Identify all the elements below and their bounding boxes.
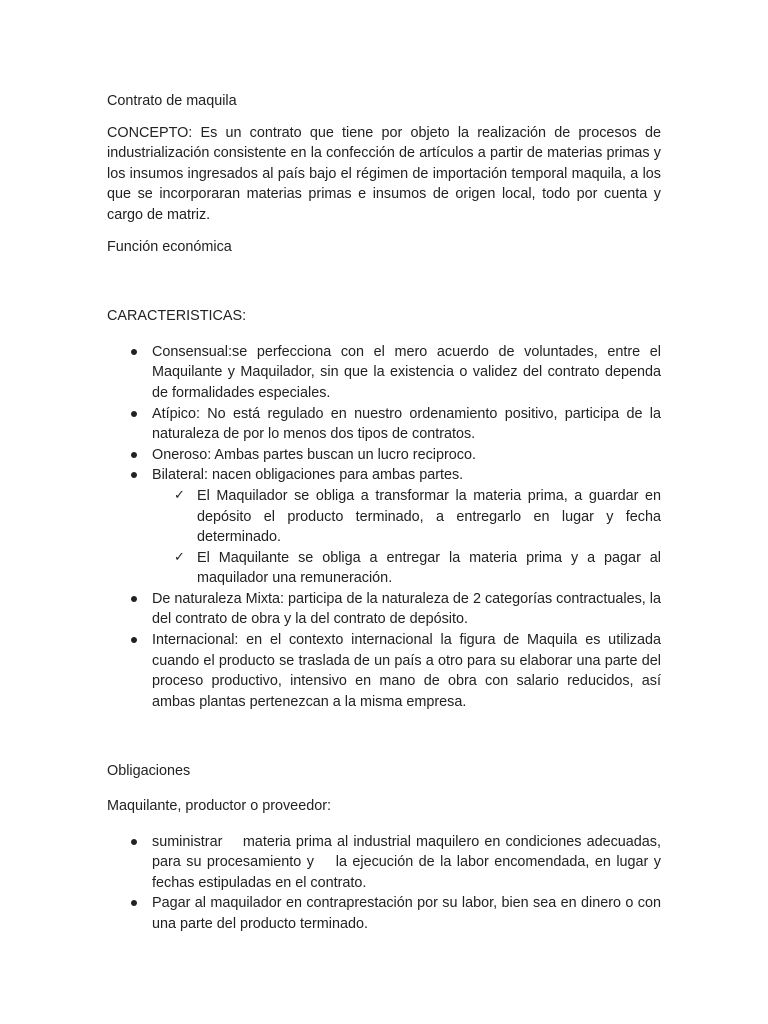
list-item-mixta [152, 589, 661, 630]
sublist-item-text: El Maquilante se obliga a entregar la materia prima y a pagar al maquilador una remuneración. [197, 549, 661, 587]
list-item-text: De naturaleza Mixta: participa de la naturaleza de 2 categorías contractuales, la del contrato de obra y la del contrato de depósito. [152, 590, 661, 628]
list-item-text: Atípico: No está regulado en nuestro ordenamiento positivo, participa de la naturaleza de por lo menos dos tipos de contratos. [152, 405, 661, 443]
maquilante-obligations-list [107, 832, 665, 935]
bullet-dot-icon [131, 900, 137, 906]
list-item-atipico [152, 404, 661, 445]
list-item-oneroso [152, 445, 661, 466]
bullet-dot-icon [131, 839, 137, 845]
list-item-text: Internacional: en el contexto internacional la figura de Maquila es utilizada cuando el producto se traslada de un país a otro para su elaborar una parte del proceso productivo, intensivo en mano de obra con salario reducidos, así ambas plantas pertenezcan a la misma empresa. [152, 632, 661, 710]
list-item-suministrar [152, 832, 665, 894]
characteristics-heading: CARACTERISTICAS: [107, 308, 247, 325]
function-heading: Función económica [107, 238, 232, 255]
list-item-pagar [152, 893, 661, 934]
bullet-dot-icon [131, 472, 137, 478]
sublist-item-maquilante [174, 548, 661, 589]
document-page [107, 91, 665, 935]
checkmark-icon: ✓ [174, 487, 185, 503]
bullet-dot-icon [131, 637, 137, 643]
list-item-internacional [152, 630, 661, 712]
list-item-text: Bilateral: nacen obligaciones para ambas partes. [152, 467, 464, 484]
concept-paragraph: CONCEPTO: Es un contrato que tiene por objeto la realización de procesos de industrialización consistente en la confección de artículos a partir de materias primas y los insumos ingresados al país bajo el régimen de importación temporal maquila, a los que se incorporaran materias primas e insumos de origen local, todo por cuenta y cargo de matriz. [107, 124, 661, 223]
checkmark-icon: ✓ [174, 549, 185, 565]
document-title: Contrato de maquila [107, 93, 237, 109]
list-item-bilateral [152, 465, 661, 589]
list-item-text: Consensual:se perfecciona con el mero acuerdo de voluntades, entre el Maquilante y Maquilador, sin que la existencia o validez del contrato dependa de formalidades especiales. [152, 343, 661, 401]
characteristics-list [107, 342, 661, 713]
obligations-heading: Obligaciones [107, 763, 191, 780]
bilateral-sublist [152, 486, 661, 589]
list-item-consensual [152, 342, 661, 404]
list-item-text: Oneroso: Ambas partes buscan un lucro reciproco. [152, 446, 476, 463]
bullet-dot-icon [131, 452, 137, 458]
maquilante-heading: Maquilante, productor o proveedor: [107, 798, 331, 815]
bullet-dot-icon [131, 596, 137, 602]
bullet-dot-icon [131, 349, 137, 355]
sublist-item-text: El Maquilador se obliga a transformar la materia prima, a guardar en depósito el producto terminado, a entregarlo en lugar y fecha determinado. [197, 487, 661, 546]
list-item-text: suministrar materia prima al industrial maquilero en condiciones adecuadas, para su procesamiento y la ejecución de la labor encomendada, en lugar y fechas estipuladas en el contrato. [152, 833, 665, 891]
sublist-item-maquilador [174, 486, 661, 548]
list-item-text: Pagar al maquilador en contraprestación por su labor, bien sea en dinero o con una parte del producto terminado. [152, 895, 661, 932]
bullet-dot-icon [131, 411, 137, 417]
